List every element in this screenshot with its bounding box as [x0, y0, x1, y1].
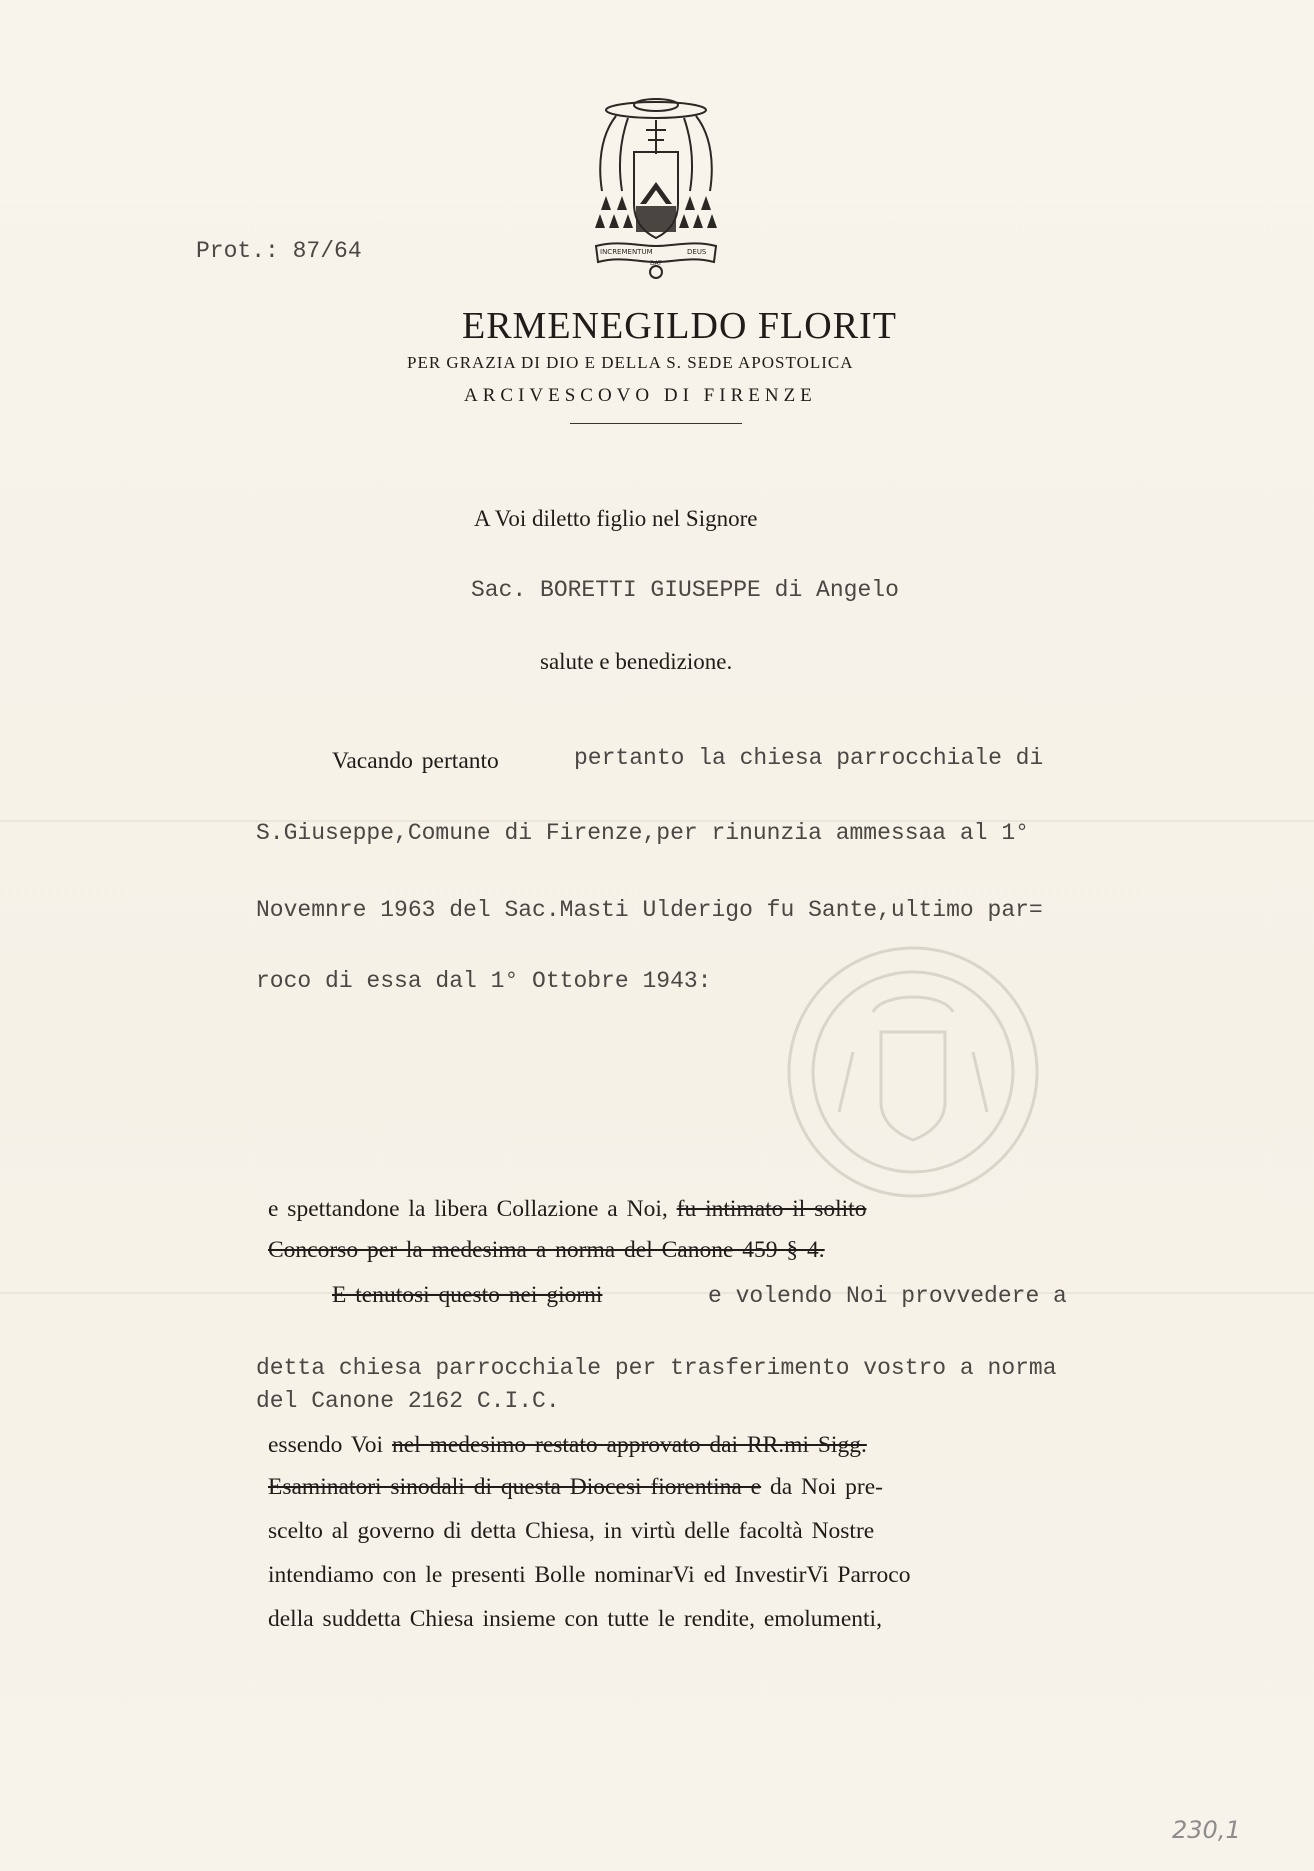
archbishop-coat-of-arms [588, 96, 724, 286]
typed-line: Novemnre 1963 del Sac.Masti Ulderigo fu Sante,ultimo par= [256, 897, 1043, 923]
recipient-name: Sac. BORETTI GIUSEPPE di Angelo [471, 577, 899, 603]
pencil-page-number: 230,1 [1172, 1816, 1241, 1844]
text-line [268, 1237, 825, 1264]
struck-text: E tenutosi questo nei giorni [332, 1282, 603, 1308]
typed-line: pertanto la chiesa parrocchiale di [574, 745, 1044, 771]
text-line: e spettandone la libera Collazione a Noi, fu intimato il solito [268, 1196, 867, 1222]
text-line: della suddetta Chiesa insieme con tutte le rendite, emolumenti, [268, 1606, 882, 1632]
protocol-number: Prot.: 87/64 [196, 238, 362, 264]
struck-text: nel medesimo restato approvato dai RR.mi Sigg. [391, 1432, 867, 1458]
archbishop-name: ERMENEGILDO FLORIT [462, 305, 897, 347]
struck-text: fu intimato il solito [676, 1196, 867, 1222]
text-line [332, 1282, 602, 1309]
crest-motto-right: DEUS [687, 248, 707, 256]
crest-motto-bottom: DAT [650, 260, 662, 267]
typed-line: e volendo Noi provvedere a [708, 1283, 1067, 1309]
paragraph-lead: Vacando pertanto [332, 748, 499, 774]
text-line: scelto al governo di detta Chiesa, in virtù delle facoltà Nostre [268, 1518, 875, 1544]
blessing-line: salute e benedizione. [540, 649, 733, 674]
typed-line: detta chiesa parrocchiale per trasferimento vostro a norma [256, 1355, 1057, 1381]
typed-line: S.Giuseppe,Comune di Firenze,per rinunzia ammessaa al 1° [256, 820, 1029, 846]
letterhead-title: ARCIVESCOVO DI FIRENZE [464, 385, 817, 406]
crest-motto-left: INCREMENTUM [600, 248, 653, 256]
paper-fold-line [0, 1292, 1314, 1294]
text-line: essendo Voi nel medesimo restato approvato dai RR.mi Sigg. [268, 1432, 867, 1458]
embossed-seal [783, 942, 1043, 1202]
salutation-line: A Voi diletto figlio nel Signore [474, 506, 758, 531]
typed-line: del Canone 2162 C.I.C. [256, 1388, 560, 1414]
letterhead-subtitle: PER GRAZIA DI DIO E DELLA S. SEDE APOSTOLICA [407, 353, 854, 372]
text-line: Esaminatori sinodali di questa Diocesi fiorentina e da Noi pre- [268, 1474, 883, 1500]
struck-text: Concorso per la medesima a norma del Canone 459 § 4. [268, 1237, 825, 1263]
text-line: intendiamo con le presenti Bolle nominarVi ed InvestirVi Parroco [268, 1562, 911, 1588]
letterhead-rule [570, 423, 742, 424]
typed-line: roco di essa dal 1° Ottobre 1943: [256, 968, 712, 994]
struck-text: Esaminatori sinodali di questa Diocesi fiorentina e [268, 1474, 762, 1500]
